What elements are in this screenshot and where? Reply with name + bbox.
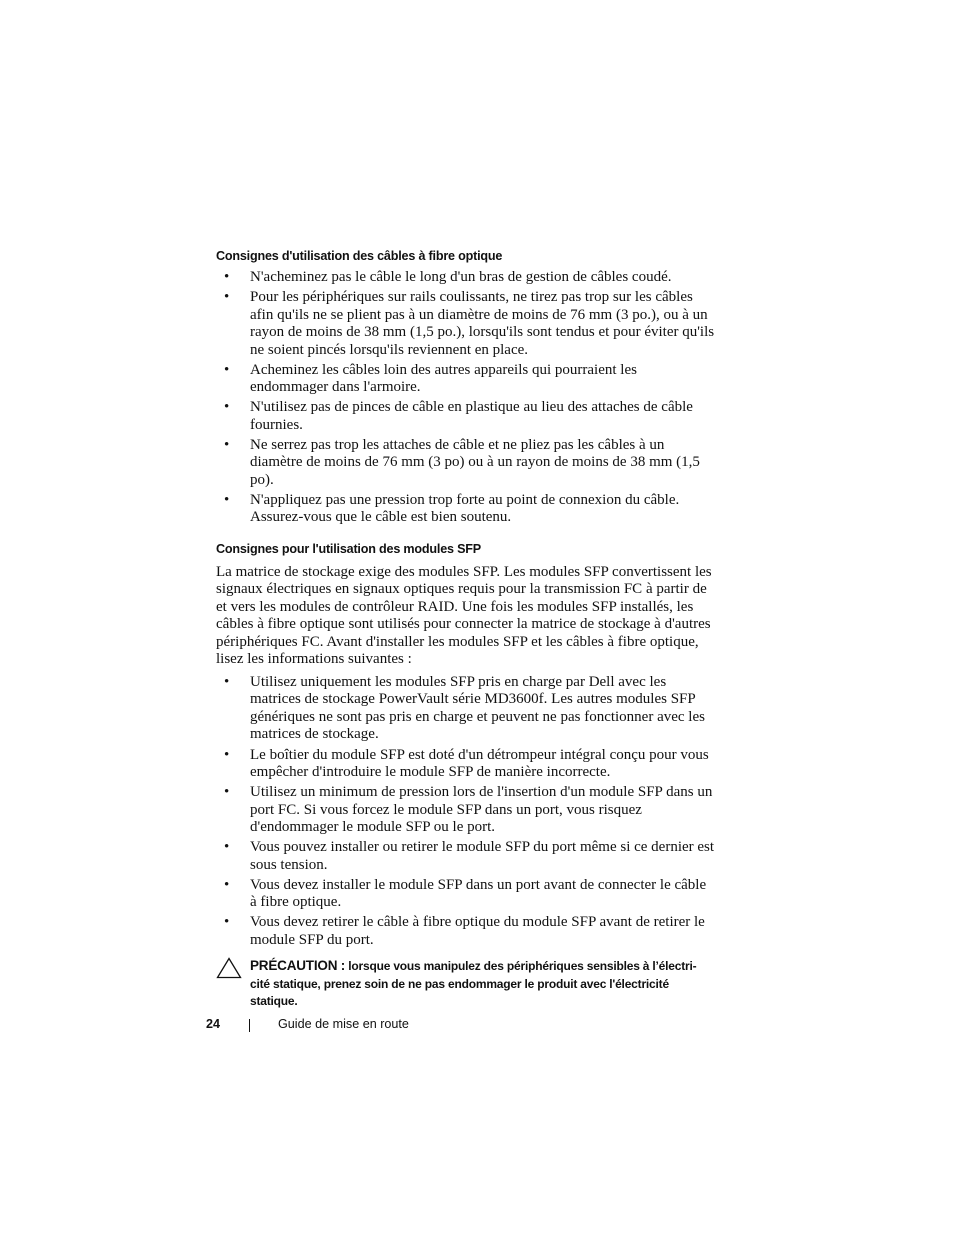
section-heading-fiber-cables: Consignes d'utilisation des câbles à fibre optique [216, 249, 503, 263]
list-item [216, 289, 716, 359]
list-item-text: Vous pouvez installer ou retirer le module SFP du port même si ce dernier est sous tension. [250, 839, 715, 873]
list-item [216, 914, 716, 949]
list-item [216, 399, 716, 434]
sfp-intro-paragraph: La matrice de stockage exige des modules SFP. Les modules SFP convertissent les signaux électriques en signaux optiques requis pour la transmission FC à partir de et vers les modules de contrôleur RAID. Une fois les modules SFP installés, les câbles à fibre optique sont utilisés pour connecter la matrice de stockage à d'autres périphériques FC. Avant d'installer les modules SFP et les câbles à fibre optique, lisez les informations suivantes : [216, 563, 712, 668]
bullet-glyph: • [224, 269, 230, 285]
bullet-glyph: • [224, 673, 230, 690]
bullet-glyph: • [224, 914, 230, 931]
footer-separator [249, 1019, 250, 1032]
list-item [216, 839, 716, 874]
section-heading-sfp-modules: Consignes pour l'utilisation des modules SFP [216, 541, 481, 556]
list-item-text: Utilisez uniquement les modules SFP pris en charge par Dell avec les matrices de stockage PowerVault série MD3600f. Les autres modules SFP génériques ne sont pas pris en charge et peuvent ne pas fonctionner avec les matrices de stockage. [250, 673, 705, 743]
list-item [216, 492, 716, 527]
bullet-glyph: • [224, 491, 230, 508]
list-item [216, 269, 716, 287]
warning-triangle-icon [216, 957, 242, 979]
bullet-glyph: • [224, 361, 230, 378]
sfp-guidelines-list [216, 674, 716, 949]
bullet-glyph: • [224, 746, 230, 763]
caution-notice [216, 957, 716, 1011]
bullet-glyph: • [224, 399, 230, 416]
list-item [216, 674, 716, 744]
list-item-text: Vous devez installer le module SFP dans un port avant de connecter le câble à fibre optique. [250, 876, 707, 911]
list-item-text: Vous devez retirer le câble à fibre optique du module SFP avant de retirer le module SFP du port. [250, 914, 705, 948]
list-item [216, 362, 716, 397]
bullet-glyph: • [224, 784, 230, 801]
caution-label: PRÉCAUTION : [250, 958, 346, 974]
bullet-glyph: • [224, 436, 230, 453]
fiber-cable-guidelines-list [216, 269, 716, 527]
list-item [216, 784, 716, 837]
list-item-text: Ne serrez pas trop les attaches de câble et ne pliez pas les câbles à un diamètre de moins de 76 mm (3 po) ou à un rayon de moins de 38 mm (1,5 po). [250, 436, 700, 488]
list-item-text: N'appliquez pas une pression trop forte au point de connexion du câble. Assurez-vous que le câble est bien soutenu. [250, 491, 680, 526]
list-item [216, 747, 716, 782]
list-item-text: Utilisez un minimum de pression lors de l'insertion d'un module SFP dans un port FC. Si vous forcez le module SFP dans un port, vous risquez d'endommager le module SFP ou le port. [250, 784, 713, 836]
bullet-glyph: • [224, 839, 230, 856]
list-item-text: Acheminez les câbles loin des autres appareils qui pourraient les endommager dans l'armoire. [250, 361, 637, 396]
caution-text: lorsque vous manipulez des périphériques sensibles à l’électri-cité statique, prenez soin de ne pas endommager le produit avec l'électricité statique. [250, 959, 697, 1009]
page-number: 24 [206, 1017, 221, 1031]
bullet-glyph: • [224, 289, 230, 306]
list-item [216, 437, 716, 490]
list-item [216, 877, 716, 912]
list-item-text: Pour les périphériques sur rails coulissants, ne tirez pas trop sur les câbles afin qu'ils ne se plient pas à un diamètre de moins de 76 mm (3 po.), ou à un rayon de moins de 38 mm (1,5 po.), lorsqu'ils sont tendus et pour éviter qu'ils ne soient pincés lorsqu'ils reviennent en place. [250, 289, 715, 358]
document-body [216, 248, 716, 1011]
footer-document-title: Guide de mise en route [278, 1017, 409, 1031]
list-item-text: N'acheminez pas le câble le long d'un bras de gestion de câbles coudé. [250, 269, 672, 285]
bullet-glyph: • [224, 876, 230, 893]
list-item-text: N'utilisez pas de pinces de câble en plastique au lieu des attaches de câble fournies. [250, 399, 693, 433]
list-item-text: Le boîtier du module SFP est doté d'un détrompeur intégral conçu pour vous empêcher d'introduire le module SFP de manière incorrecte. [250, 746, 709, 781]
